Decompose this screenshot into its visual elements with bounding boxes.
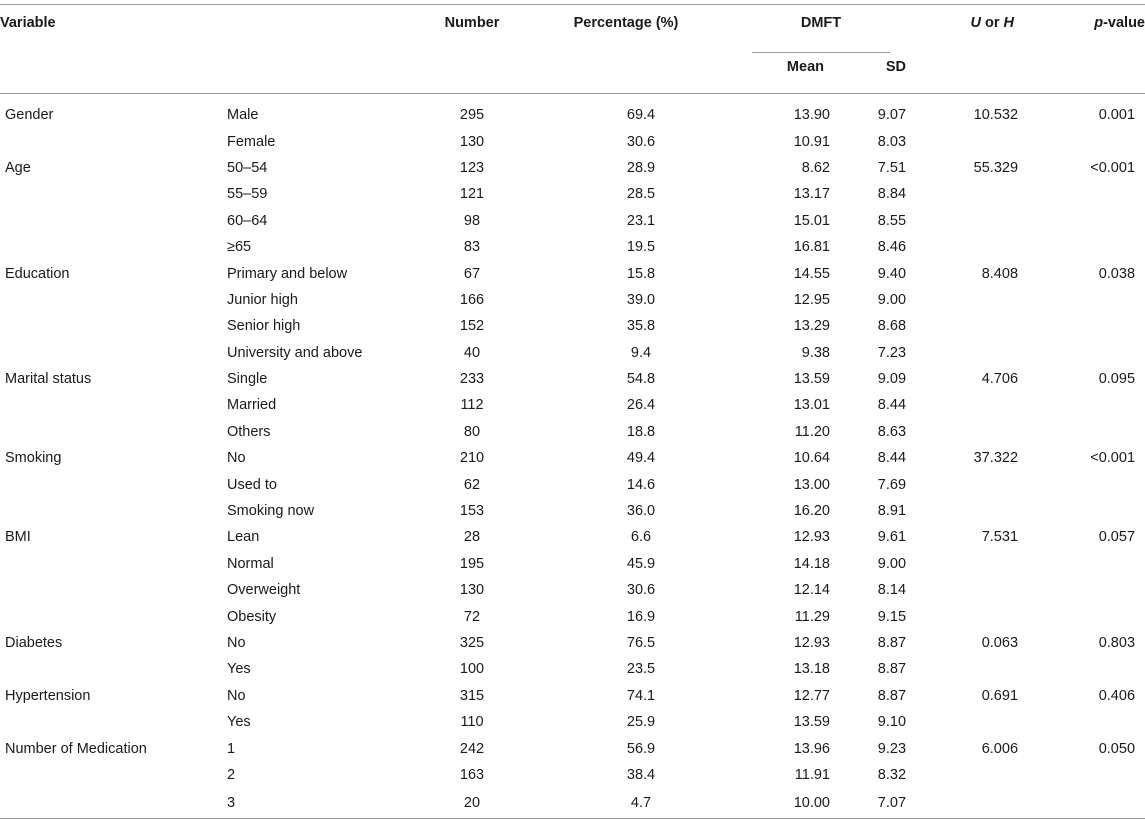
cell-category: Primary and below [227, 265, 348, 282]
cell-sd: 7.51 [877, 159, 907, 176]
cell-percentage: 6.6 [630, 529, 652, 546]
cell-u-or-h [910, 181, 1036, 207]
cell-number: 315 [459, 687, 485, 704]
cell-mean: 12.14 [793, 582, 830, 599]
cell-sd: 8.68 [877, 318, 907, 335]
cell-category: Senior high [227, 318, 301, 335]
table-row [0, 340, 1145, 366]
cell-mean: 11.20 [794, 423, 830, 440]
cell-percentage: 76.5 [626, 635, 656, 651]
subheader-blank-2 [222, 53, 402, 94]
table-row [0, 181, 1145, 207]
cell-mean: 9.38 [801, 344, 830, 361]
table-row [0, 630, 1145, 656]
cell-u-or-h: 4.706 [981, 371, 1019, 388]
cell-category: ≥65 [227, 239, 252, 256]
cell-variable [0, 392, 222, 418]
cell-category: 3 [222, 788, 402, 819]
cell-p-value: 0.038 [1098, 265, 1136, 282]
cell-category: Lean [227, 529, 260, 546]
cell-variable [0, 471, 222, 497]
cell-u-or-h [910, 577, 1036, 603]
subheader-blank-5 [910, 53, 1036, 94]
cell-u-or-h: 8.408 [981, 265, 1019, 282]
header-h: H [1003, 15, 1015, 31]
cell-p-value: 0.050 [1098, 740, 1136, 757]
cell-category: No [227, 450, 246, 467]
cell-sd: 8.91 [877, 503, 907, 520]
cell-percentage: 18.8 [626, 423, 656, 440]
cell-number: 20 [402, 788, 542, 819]
table-row [0, 234, 1145, 260]
cell-variable: Education [5, 265, 70, 282]
cell-category: No [227, 687, 246, 704]
header-p: p [1094, 15, 1104, 31]
cell-mean: 11.91 [794, 766, 830, 783]
cell-sd: 8.84 [877, 186, 907, 203]
header-number: Number [402, 5, 542, 54]
table-row [0, 762, 1145, 788]
cell-p-value [1036, 340, 1145, 366]
cell-category: Obesity [227, 608, 277, 625]
cell-p-value [1036, 419, 1145, 445]
cell-p-value [1036, 762, 1145, 788]
cell-variable [0, 287, 222, 313]
cell-sd: 8.44 [877, 397, 907, 414]
cell-percentage: 23.5 [626, 661, 656, 678]
cell-u-or-h [910, 762, 1036, 788]
table-row [0, 603, 1145, 629]
cell-p-value: 0.001 [1098, 107, 1136, 124]
cell-sd: 8.87 [877, 661, 907, 678]
cell-sd: 8.46 [877, 239, 907, 256]
table-row [0, 445, 1145, 471]
cell-percentage: 15.8 [626, 265, 656, 282]
cell-u-or-h [910, 208, 1036, 234]
cell-u-or-h [910, 419, 1036, 445]
cell-mean: 16.81 [793, 239, 830, 256]
cell-p-value [1036, 603, 1145, 629]
cell-percentage: 16.9 [626, 608, 656, 625]
table-row [0, 419, 1145, 445]
cell-p-value: 0.057 [1098, 529, 1136, 546]
cell-mean: 14.55 [793, 265, 830, 282]
cell-percentage: 35.8 [626, 318, 656, 335]
cell-mean: 13.01 [793, 397, 830, 414]
cell-u-or-h [910, 313, 1036, 339]
table-body [0, 94, 1145, 819]
cell-mean: 8.62 [801, 159, 830, 176]
table-row [0, 709, 1145, 735]
cell-sd: 9.07 [877, 107, 907, 124]
cell-mean: 13.29 [793, 318, 830, 335]
cell-number: 166 [459, 291, 485, 308]
cell-percentage: 30.6 [626, 582, 656, 599]
cell-percentage: 28.9 [626, 159, 656, 176]
cell-percentage: 56.9 [626, 740, 656, 757]
cell-sd: 7.07 [838, 788, 910, 819]
cell-variable: Smoking [5, 450, 62, 467]
table-row [0, 735, 1145, 761]
cell-p-value: 0.803 [1098, 635, 1136, 651]
table-row [0, 471, 1145, 497]
cell-category: Smoking now [227, 503, 315, 520]
cell-mean: 10.91 [793, 133, 830, 150]
cell-u-or-h: 55.329 [973, 159, 1019, 176]
cell-variable [0, 551, 222, 577]
cell-number: 130 [459, 582, 485, 599]
table-header [0, 5, 1145, 94]
cell-percentage: 14.6 [626, 476, 656, 493]
header-variable: Variable [0, 5, 222, 54]
cell-mean: 10.64 [793, 450, 830, 467]
cell-u-or-h [910, 471, 1036, 497]
subheader-blank-1 [0, 53, 222, 94]
table-row [0, 577, 1145, 603]
cell-u-or-h [910, 656, 1036, 682]
cell-sd: 8.44 [877, 450, 907, 467]
cell-category: Others [227, 423, 271, 440]
cell-number: 110 [460, 714, 484, 731]
header-pvalue [1036, 5, 1145, 54]
cell-p-value [1036, 128, 1145, 154]
cell-variable [0, 603, 222, 629]
cell-p-value [1036, 208, 1145, 234]
cell-category: Yes [227, 714, 251, 731]
header-sd: SD [838, 53, 910, 94]
cell-u-or-h [910, 551, 1036, 577]
cell-u-or-h [910, 287, 1036, 313]
table-row [0, 656, 1145, 682]
cell-mean: 13.59 [793, 371, 830, 388]
cell-number: 325 [459, 635, 485, 651]
cell-number: 112 [460, 397, 484, 414]
cell-u-or-h [910, 392, 1036, 418]
cell-percentage: 28.5 [626, 186, 656, 203]
cell-u-or-h: 6.006 [981, 740, 1019, 757]
subheader-blank-3 [402, 53, 542, 94]
cell-p-value: <0.001 [1090, 450, 1136, 467]
cell-u-or-h: 10.532 [973, 107, 1019, 124]
cell-category: Married [227, 397, 277, 414]
cell-category: 55–59 [227, 186, 268, 203]
cell-variable [0, 313, 222, 339]
cell-number: 80 [463, 423, 481, 440]
cell-p-value [1036, 234, 1145, 260]
cell-sd: 8.14 [877, 582, 907, 599]
cell-variable: Hypertension [5, 687, 91, 704]
table-row [0, 551, 1145, 577]
cell-mean: 14.18 [793, 555, 830, 572]
cell-u-or-h [910, 498, 1036, 524]
cell-variable: BMI [5, 529, 31, 546]
table-row [0, 683, 1145, 709]
cell-variable [0, 577, 222, 603]
cell-number: 100 [459, 661, 485, 678]
cell-u-or-h [910, 340, 1036, 366]
cell-p-value [1036, 788, 1145, 819]
cell-p-value: 0.095 [1098, 371, 1136, 388]
table-row [0, 498, 1145, 524]
cell-number: 83 [463, 239, 481, 256]
cell-p-value [1036, 287, 1145, 313]
table-row [0, 313, 1145, 339]
cell-sd: 8.03 [877, 133, 907, 150]
cell-number: 121 [459, 186, 485, 203]
cell-number: 72 [463, 608, 481, 625]
cell-variable [0, 709, 222, 735]
cell-mean: 12.77 [793, 687, 830, 704]
table-row [0, 155, 1145, 181]
spacer-row [0, 94, 1145, 103]
cell-number: 152 [459, 318, 485, 335]
cell-p-value: <0.001 [1090, 159, 1136, 176]
cell-sd: 8.87 [877, 635, 907, 651]
table-row [0, 287, 1145, 313]
cell-category: Female [227, 133, 276, 150]
cell-variable [0, 498, 222, 524]
cell-p-value: 0.406 [1098, 687, 1136, 704]
cell-number: 130 [459, 133, 485, 150]
header-value: -value [1103, 15, 1145, 31]
cell-variable: Age [5, 159, 31, 176]
cell-variable [0, 128, 222, 154]
cell-mean: 10.00 [710, 788, 838, 819]
cell-mean: 13.17 [793, 186, 830, 203]
cell-category: 1 [227, 740, 236, 757]
table-row [0, 208, 1145, 234]
table-row [0, 366, 1145, 392]
cell-variable [0, 419, 222, 445]
cell-p-value [1036, 313, 1145, 339]
cell-variable [0, 762, 222, 788]
cell-variable: Marital status [5, 371, 92, 388]
dmft-table [0, 4, 1145, 819]
cell-category: Normal [227, 555, 274, 572]
cell-sd: 7.69 [877, 476, 907, 493]
cell-number: 153 [459, 503, 485, 520]
cell-p-value [1036, 577, 1145, 603]
cell-sd: 9.23 [877, 740, 907, 757]
cell-mean: 12.93 [793, 635, 830, 651]
cell-variable [0, 208, 222, 234]
cell-percentage: 69.4 [626, 107, 656, 124]
cell-sd: 9.61 [877, 529, 907, 546]
cell-p-value [1036, 471, 1145, 497]
table-row [0, 392, 1145, 418]
cell-variable [0, 340, 222, 366]
cell-u-or-h [910, 603, 1036, 629]
cell-mean: 13.96 [793, 740, 830, 757]
cell-sd: 8.32 [877, 766, 907, 783]
cell-sd: 8.63 [877, 423, 907, 440]
cell-category: Used to [227, 476, 277, 493]
header-u: U [970, 15, 981, 31]
cell-p-value [1036, 181, 1145, 207]
header-percentage: Percentage (%) [542, 5, 710, 54]
cell-category: 2 [227, 766, 236, 783]
header-category-blank [222, 5, 402, 54]
cell-percentage: 36.0 [626, 503, 656, 520]
cell-p-value [1036, 498, 1145, 524]
header-or: or [980, 15, 1004, 31]
cell-variable: Number of Medication [5, 740, 147, 757]
cell-u-or-h: 7.531 [981, 529, 1019, 546]
cell-mean: 11.29 [794, 608, 830, 625]
cell-category: Junior high [227, 291, 298, 308]
cell-sd: 7.23 [877, 344, 907, 361]
table-row [0, 128, 1145, 154]
cell-mean: 13.00 [793, 476, 830, 493]
cell-percentage: 39.0 [626, 291, 656, 308]
cell-number: 28 [463, 529, 481, 546]
header-dmft-label: DMFT [800, 15, 842, 31]
cell-u-or-h [910, 788, 1036, 819]
cell-number: 210 [459, 450, 485, 467]
cell-percentage: 26.4 [626, 397, 656, 414]
cell-percentage: 45.9 [626, 555, 656, 572]
cell-sd: 9.00 [877, 291, 907, 308]
header-mean: Mean [710, 53, 838, 94]
cell-number: 295 [459, 107, 485, 124]
cell-percentage: 9.4 [630, 344, 652, 361]
table-row [0, 788, 1145, 819]
cell-number: 98 [463, 212, 481, 229]
table-row [0, 524, 1145, 550]
cell-number: 242 [459, 740, 485, 757]
table-row [0, 102, 1145, 128]
cell-mean: 12.95 [793, 291, 830, 308]
table-row [0, 260, 1145, 286]
cell-sd: 9.09 [877, 371, 907, 388]
subheader-blank-6 [1036, 53, 1145, 94]
cell-variable [0, 788, 222, 819]
cell-sd: 9.10 [877, 714, 907, 731]
cell-u-or-h [910, 128, 1036, 154]
cell-category: No [227, 635, 246, 651]
cell-variable: Gender [5, 107, 54, 124]
cell-u-or-h: 0.691 [981, 687, 1019, 704]
cell-percentage: 49.4 [626, 450, 656, 467]
cell-sd: 9.15 [877, 608, 907, 625]
cell-variable [0, 234, 222, 260]
cell-u-or-h: 37.322 [973, 450, 1019, 467]
cell-percentage: 4.7 [542, 788, 710, 819]
cell-u-or-h [910, 234, 1036, 260]
cell-percentage: 25.9 [626, 714, 656, 731]
cell-number: 40 [463, 344, 481, 361]
cell-category: Yes [227, 661, 251, 678]
cell-category: Male [227, 107, 259, 124]
cell-variable [0, 181, 222, 207]
cell-number: 62 [463, 476, 481, 493]
cell-mean: 15.01 [793, 212, 830, 229]
cell-sd: 9.00 [877, 555, 907, 572]
cell-category: 50–54 [227, 159, 268, 176]
cell-percentage: 74.1 [626, 687, 656, 704]
cell-number: 195 [459, 555, 485, 572]
cell-u-or-h [910, 709, 1036, 735]
cell-category: 60–64 [227, 212, 268, 229]
cell-mean: 13.18 [793, 661, 830, 678]
cell-p-value [1036, 551, 1145, 577]
header-u-or-h [910, 5, 1036, 54]
cell-mean: 16.20 [793, 503, 830, 520]
cell-percentage: 38.4 [626, 766, 656, 783]
cell-mean: 12.93 [793, 529, 830, 546]
cell-number: 233 [459, 371, 485, 388]
cell-number: 163 [459, 766, 485, 783]
cell-variable [0, 656, 222, 682]
cell-sd: 8.87 [877, 687, 907, 704]
cell-number: 67 [463, 265, 481, 282]
cell-p-value [1036, 656, 1145, 682]
cell-percentage: 30.6 [626, 133, 656, 150]
cell-p-value [1036, 392, 1145, 418]
cell-percentage: 19.5 [626, 239, 656, 256]
cell-mean: 13.59 [793, 714, 830, 731]
header-dmft [710, 5, 910, 54]
cell-percentage: 23.1 [626, 212, 656, 229]
cell-p-value [1036, 709, 1145, 735]
cell-sd: 9.40 [877, 265, 907, 282]
cell-u-or-h: 0.063 [981, 635, 1019, 651]
cell-variable: Diabetes [5, 635, 63, 651]
cell-percentage: 54.8 [626, 371, 656, 388]
cell-category: University and above [227, 344, 363, 361]
cell-sd: 8.55 [877, 212, 907, 229]
cell-category: Overweight [227, 582, 301, 599]
cell-number: 123 [459, 159, 485, 176]
cell-mean: 13.90 [793, 107, 830, 124]
cell-category: Single [227, 371, 268, 388]
subheader-blank-4 [542, 53, 710, 94]
